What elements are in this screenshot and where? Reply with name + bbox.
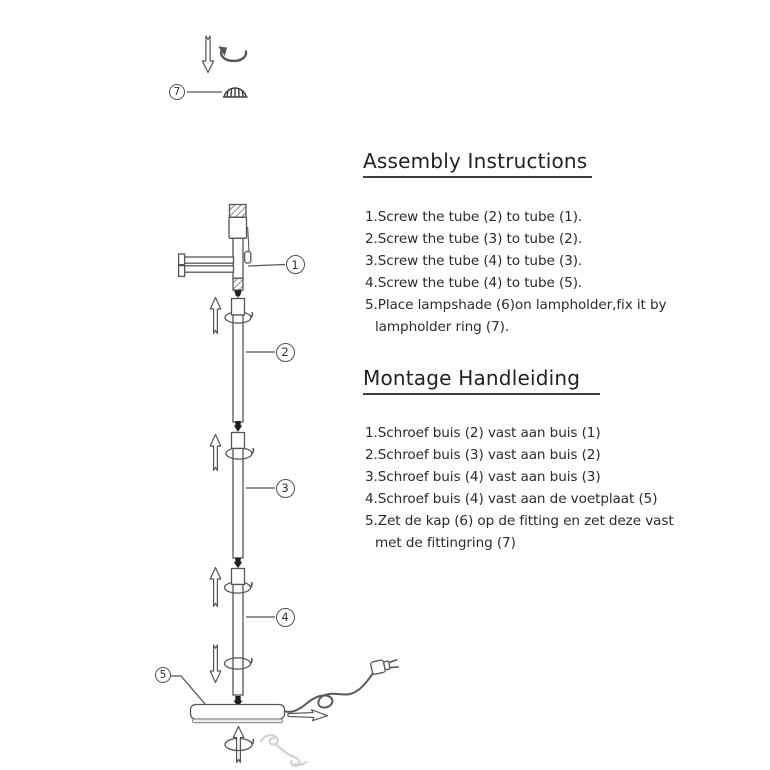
up-arrow-icon [210,435,221,471]
lampholder-part-1 [179,205,251,300]
montage-step-continuation: met de fittingring (7) [375,535,516,551]
callout-3 [276,479,295,498]
tube-3-cap [232,433,245,449]
assembly-instructions-title [363,149,592,178]
assembly-step: 3.Screw the tube (4) to tube (3). [365,253,583,269]
montage-steps-nl [365,422,674,554]
tube-2-cap [232,299,245,316]
montage-step: 3.Schroef buis (4) vast aan buis (3) [365,469,601,485]
assembly-step: 2.Screw the tube (3) to tube (2). [365,231,583,247]
power-cord [284,673,374,712]
callout-7-label: 7 [173,85,181,98]
threaded-cap [230,205,247,218]
assembly-step: 1.Screw the tube (2) to tube (1). [365,209,583,225]
lampholder-neck [233,238,243,278]
tube-2-body [233,315,243,422]
down-arrow-icon [210,645,221,683]
callout-4 [276,608,295,627]
tube-3 [226,433,253,569]
assembly-step: 5.Place lampshade (6)on lampholder,fix it by [365,297,667,313]
callout-1 [286,255,305,274]
switch-knob [245,252,251,264]
assembly-step: 4.Screw the tube (4) to tube (5). [365,275,583,291]
callout-4-label: 4 [281,610,289,624]
swing-arm [179,254,234,276]
lampholder-ring [223,88,248,97]
callout-2 [276,343,295,362]
montage-handleiding-title-text: Montage Handleiding [363,366,600,395]
tube-4-cap [232,569,245,585]
dark-tip [234,290,242,296]
tube-2 [225,299,252,435]
tube-4-body [233,585,243,696]
callout-7 [169,84,185,100]
assembly-step-continuation: lampholder ring (7). [375,319,510,335]
pull-cord [248,227,249,251]
tube-3-body [233,449,243,559]
loose-cable-sketch [261,735,306,766]
montage-step: 5.Zet de kap (6) op de fitting en zet deze vast [365,513,674,529]
base-plate [191,705,285,723]
lampholder-body [229,217,247,238]
power-plug-icon [370,657,399,675]
callout-2-label: 2 [281,345,289,359]
montage-step: 4.Schroef buis (4) vast aan de voetplaat (5) [365,491,658,507]
callout-5 [155,667,171,683]
callout-5-label: 5 [159,669,167,681]
assembly-instructions-title-text: Assembly Instructions [363,149,592,178]
down-arrow-icon [202,36,213,73]
threaded-nipple [233,278,243,290]
assembly-steps-en [365,206,666,338]
montage-handleiding-title [363,366,600,395]
callout-3-label: 3 [281,481,289,495]
montage-step: 2.Schroef buis (3) vast aan buis (2) [365,447,601,463]
callout-1-label: 1 [291,257,299,272]
rotate-arrow-icon [219,47,246,61]
callout-leader-lines [169,92,285,704]
up-arrow-icon [210,568,221,607]
tube-4 [225,569,252,708]
screw-from-below-indicator [225,727,253,763]
up-arrow-icon [210,298,221,334]
montage-step: 1.Schroef buis (2) vast aan buis (1) [365,425,601,441]
